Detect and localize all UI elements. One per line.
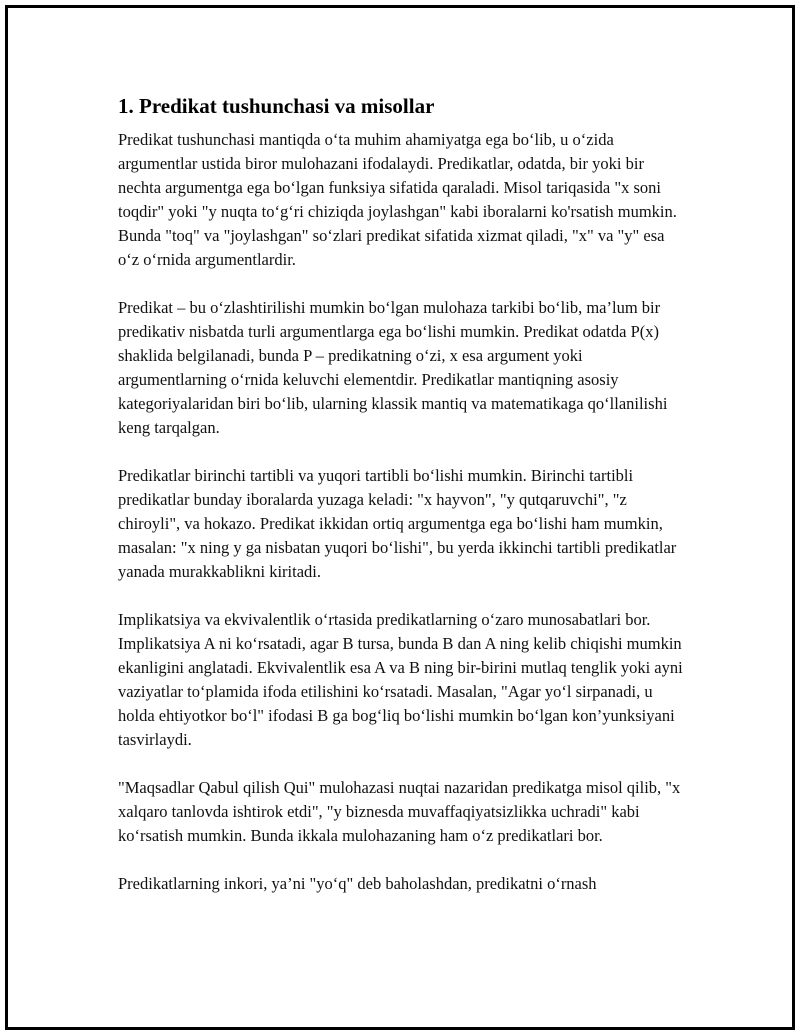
paragraph-5: "Maqsadlar Qabul qilish Qui" mulohazasi nuqtai nazaridan predikatga misol qilib, "x xalqaro tanlovda ishtirok etdi", "y biznesda muvaffaqiyatsizlikka uchradi" kabi ko‘rsatish mumkin. Bunda ikkala mulohazaning ham o‘z predikatlari bor.: [118, 778, 681, 845]
paragraph-4: Implikatsiya va ekvivalentlik o‘rtasida predikatlarning o‘zaro munosabatlari bor. Implikatsiya A ni ko‘rsatadi, agar B tursa, bunda B dan A ning kelib chiqishi mumkin ekanligini anglatadi. Ekvivalentlik esa A va B ning bir-birini mutlaq tenglik yoki ayni vaziyatlar to‘plamida ifoda etilishini ko‘rsatadi. Masalan, "Agar yo‘l sirpanadi, u holda ehtiyotkor bo‘l" ifodasi B ga bog‘liq bo‘lishi mumkin bo‘lgan kon’yunksiyani tasvirlaydi.: [118, 610, 683, 749]
paragraph-1: Predikat tushunchasi mantiqda o‘ta muhim ahamiyatga ega bo‘lib, u o‘zida argumentlar ustida biror mulohazani ifodalaydi. Predikatlar, odatda, bir yoki bir nechta argumentga ega bo‘lgan funksiya sifatida qaraladi. Misol tariqasida "x soni toqdir" yoki "y nuqta to‘g‘ri chiziqda joylashgan" kabi iboralarni ko'rsatish mumkin. Bunda "toq" va "joylashgan" so‘zlari predikat sifatida xizmat qiladi, "x" va "y" esa o‘z o‘rnida argumentlardir.: [118, 130, 677, 269]
section-heading: 1. Predikat tushunchasi va misollar: [118, 94, 435, 118]
paragraph-3: Predikatlar birinchi tartibli va yuqori tartibli bo‘lishi mumkin. Birinchi tartibli predikatlar bunday iboralarda yuzaga keladi: "x hayvon", "y qutqaruvchi", "z chiroyli", va hokazo. Predikat ikkidan ortiq argumentga ega bo‘lishi ham mumkin, masalan: "x ning y ga nisbatan yuqori bo‘lishi", bu yerda ikkinchi tartibli predikatlar yanada murakkablikni kiritadi.: [118, 466, 677, 581]
document-body: [118, 92, 686, 920]
paragraph-6: Predikatlarning inkori, ya’ni "yo‘q" deb baholashdan, predikatni o‘rnash: [118, 874, 597, 893]
paragraph-2: Predikat – bu o‘zlashtirilishi mumkin bo‘lgan mulohaza tarkibi bo‘lib, ma’lum bir predikativ nisbatda turli argumentlarga ega bo‘lishi mumkin. Predikat odatda P(x) shaklida belgilanadi, bunda P – predikatning o‘zi, x esa argument yoki argumentlarning o‘rnida keluvchi elementdir. Predikatlar mantiqning asosiy kategoriyalaridan biri bo‘lib, ularning klassik mantiq va matematikaga qo‘llanilishi keng tarqalgan.: [118, 298, 668, 437]
